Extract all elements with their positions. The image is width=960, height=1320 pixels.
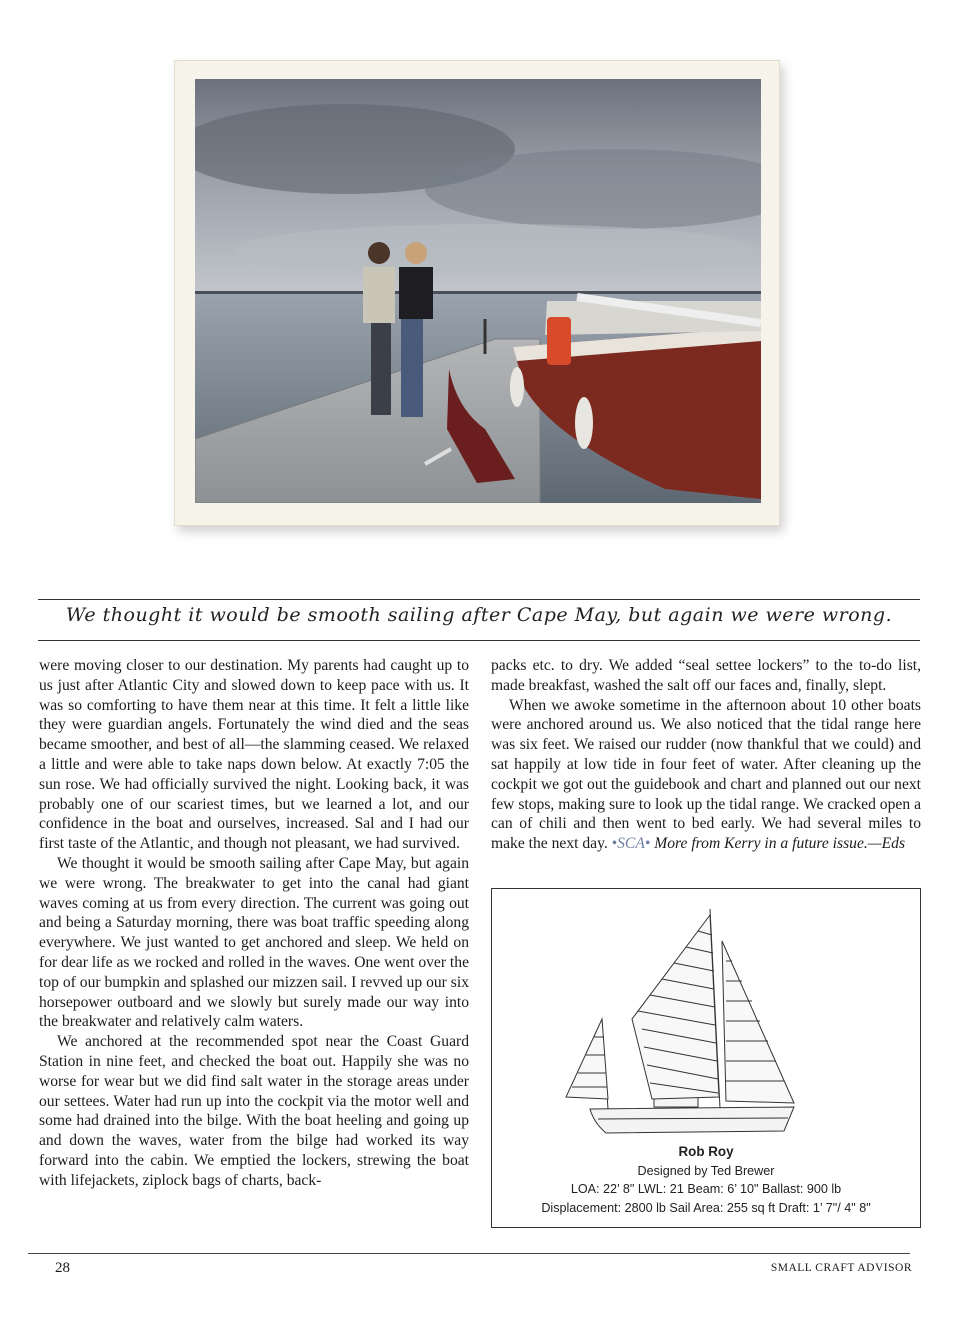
dock-photo xyxy=(195,79,761,503)
footer-rule xyxy=(28,1253,910,1254)
editor-note: More from Kerry in a future issue.—Eds xyxy=(654,835,906,853)
boat-dimensions: LOA: 22’ 8" LWL: 21 Beam: 6’ 10" Ballast: 900 lb xyxy=(570,1182,842,1196)
left-column xyxy=(39,656,469,1191)
paragraph: We anchored at the recommended spot near the Coast Guard Station in nine feet, and checked the boat out. Happily she was no worse for wear but we did find salt water in the storage areas under our settees. Water had run up into the cockpit via the motor well and some had drained into the bilge. With the boat heeling and going up and down the waves, water from the bilge had worked its way forward into the cabin. We emptied the lockers, strewing the boat with lifejackets, ziplock bags of charts, back- xyxy=(39,1033,469,1189)
page-number: 28 xyxy=(55,1260,70,1276)
pull-quote-top-rule xyxy=(38,599,920,600)
paragraph: were moving closer to our destination. My parents had caught up to us just after Atlantic City and slowed down to keep pace with us. It was so comforting to have them near at this time. It felt a little like they were guardian angels. Fortunately the wind died and the seas became smoother, and best of all—the slamming ceased. We relaxed a little and were able to take naps down below. At exactly 7:05 the sun rose. We had officially survived the night. Looking back, it was probably one of our scariest times, but we learned a lot, and our confidence in the boat and ourselves, increased. Sal and I had our first taste of the Atlantic, and though not pleasant, we had survived. xyxy=(39,657,469,853)
paragraph-text: When we awoke sometime in the afternoon about 10 other boats were anchored around us. We also noticed that the tidal range here was six feet. We raised our rudder (now thankful that we could) and sat happily at low tide in four feet of water. After cleaning up the cockpit we got out the guidebook and chart and planned out our next few stops, making sure to look up the tidal range. We cracked open a can of chili and then went to bed early. We had several miles to make the next day. xyxy=(491,696,921,853)
pull-quote: We thought it would be smooth sailing after Cape May, but again we were wrong. xyxy=(65,604,893,626)
boat-spec-box xyxy=(491,888,921,1228)
magazine-name: SMALL CRAFT ADVISOR xyxy=(770,1262,912,1274)
boat-spec-text xyxy=(492,1143,920,1217)
paragraph: We thought it would be smooth sailing after Cape May, but again we were wrong. The breakwater to get into the canal had giant waves coming at us from every direction. The current was going out and being a Saturday morning, there was boat traffic speeding along everywhere. We just wanted to get anchored and sleep. We held on for dear life as we rocked and rolled in the waves. One went over the top of our bumpkin and splashed our mizzen sail. I revved up our six horsepower outboard and we slowly but surely made our way into the breakwater and relatively calm waters. xyxy=(39,854,469,1031)
boat-name: Rob Roy xyxy=(678,1144,734,1159)
paragraph xyxy=(491,696,921,854)
sca-end-mark: •SCA• xyxy=(611,835,651,853)
sailboat-drawing xyxy=(562,901,812,1141)
right-column xyxy=(491,656,921,854)
photo-frame xyxy=(174,60,780,526)
paragraph: packs etc. to dry. We added “seal settee lockers” to the to-do list, made breakfast, washed the salt off our faces and, finally, slept. xyxy=(491,657,921,694)
boat-designer: Designed by Ted Brewer xyxy=(637,1163,775,1178)
pull-quote-bottom-rule xyxy=(38,640,920,641)
boat-specs: Displacement: 2800 lb Sail Area: 255 sq ft Draft: 1’ 7"/ 4" 8" xyxy=(541,1200,871,1215)
